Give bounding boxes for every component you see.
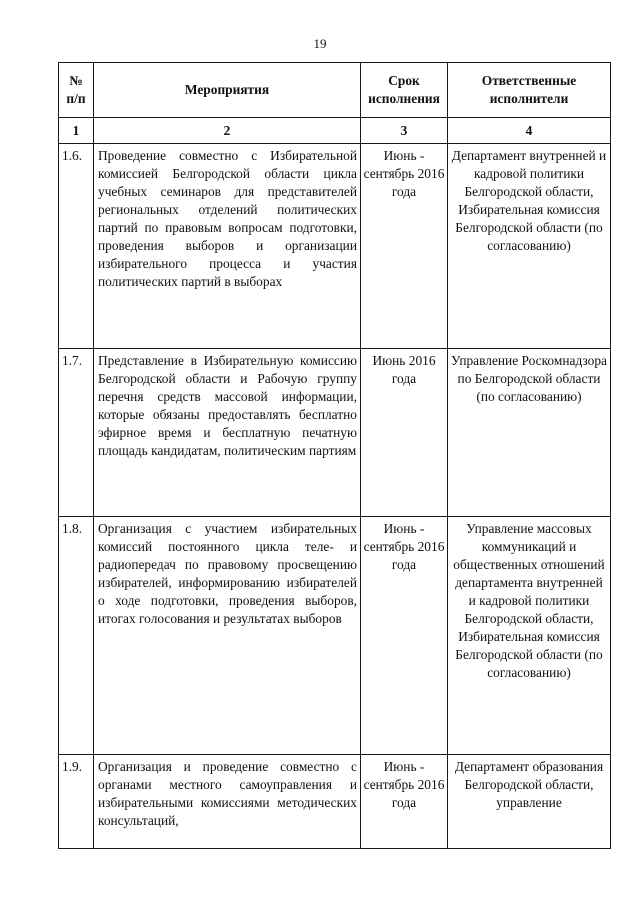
page-number: 19	[313, 36, 327, 51]
column-number: 3	[361, 118, 448, 144]
table-row	[59, 517, 611, 755]
row-number: 1.7.	[59, 349, 94, 517]
events-plan-table	[58, 62, 611, 849]
row-term: Июнь - сентябрь 2016 года	[361, 144, 448, 349]
row-activity: Проведение совместно с Избирательной комиссией Белгородской области цикла учебных семинаров для представителей региональных отделений политических партий по правовым вопросам подготовки, проведения выборов и организации избирательного процесса и участия политических партий в выборах	[94, 144, 361, 349]
column-numbering-row	[59, 118, 611, 144]
header-term: Срок исполнения	[361, 63, 448, 118]
row-activity: Организация и проведение совместно с органами местного самоуправления и избирательными комиссиями методических консультаций,	[94, 755, 361, 849]
column-number: 2	[94, 118, 361, 144]
row-number: 1.9.	[59, 755, 94, 849]
header-activities: Мероприятия	[94, 63, 361, 118]
row-term: Июнь - сентябрь 2016 года	[361, 755, 448, 849]
row-responsible: Управление массовых коммуникаций и общественных отношений департамента внутренней и кадровой политики Белгородской области, Избирательная комиссия Белгородской области (по согласованию)	[448, 517, 611, 755]
header-num: № п/п	[59, 63, 94, 118]
table-row	[59, 144, 611, 349]
row-term: Июнь 2016 года	[361, 349, 448, 517]
row-activity: Организация с участием избирательных комиссий постоянного цикла теле- и радиопередач по правовому просвещению избирателей, информированию избирателей о ходе подготовки, проведения выборов, итогах голосования и результатах выборов	[94, 517, 361, 755]
column-number: 4	[448, 118, 611, 144]
header-responsible: Ответственные исполнители	[448, 63, 611, 118]
row-number: 1.6.	[59, 144, 94, 349]
row-number: 1.8.	[59, 517, 94, 755]
row-responsible: Департамент внутренней и кадровой политики Белгородской области, Избирательная комиссия Белгородской области (по согласованию)	[448, 144, 611, 349]
table-header-row	[59, 63, 611, 118]
row-responsible: Управление Роскомнадзора по Белгородской области (по согласованию)	[448, 349, 611, 517]
row-responsible: Департамент образования Белгородской области, управление	[448, 755, 611, 849]
row-activity: Представление в Избирательную комиссию Белгородской области и Рабочую группу перечня средств массовой информации, которые обязаны предоставлять бесплатно эфирное время и бесплатную печатную площадь кандидатам, политическим партиям	[94, 349, 361, 517]
table-row	[59, 755, 611, 849]
row-term: Июнь - сентябрь 2016 года	[361, 517, 448, 755]
table-row	[59, 349, 611, 517]
column-number: 1	[59, 118, 94, 144]
